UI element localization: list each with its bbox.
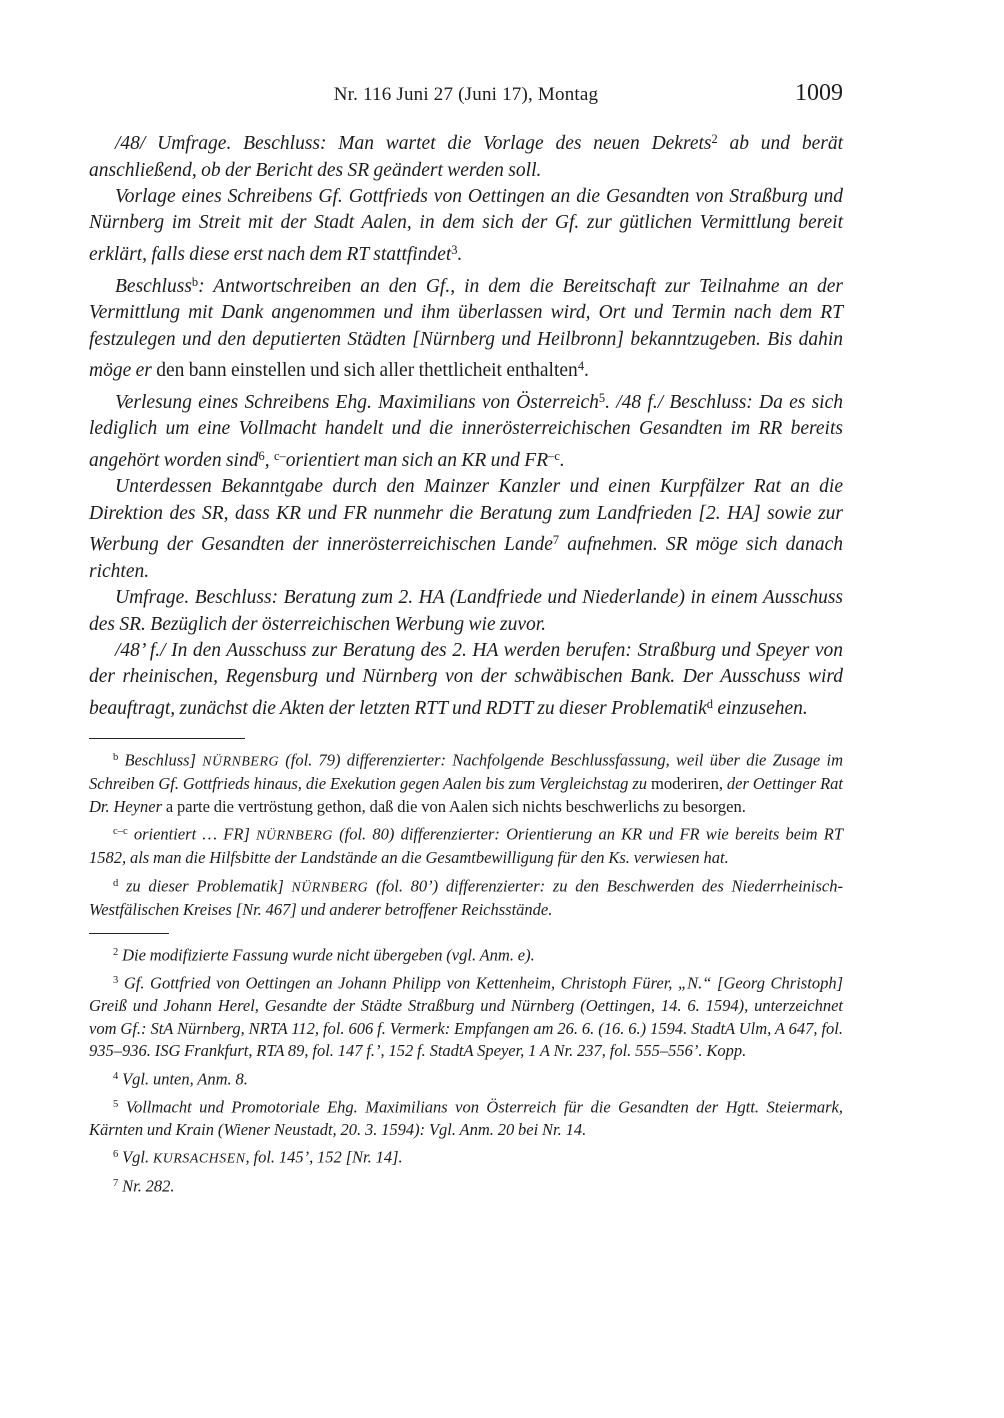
footnote-marker: d xyxy=(113,877,119,889)
text-run: orientiert … FR] xyxy=(127,824,257,844)
text-run: Unterdessen Bekanntgabe durch den Mainzer Kanzler und einen Kurpfälzer Rat an die Direktion des SR, dass KR und FR nunmehr die Beratung zum Landfrieden [2. HA] sowie zur Werbung der Gesandten der innerösterreichischen Lande xyxy=(89,476,843,556)
numbered-footnote xyxy=(89,1066,843,1091)
header-running-title: Nr. 116 Juni 27 (Juni 17), Montag xyxy=(333,84,599,105)
text-run: aufnehmen. SR möge sich danach richten. xyxy=(89,534,844,582)
text-run: Nr. 282. xyxy=(118,1176,175,1196)
numbered-footnote xyxy=(89,1094,843,1141)
footnote-marker: 2 xyxy=(113,947,119,959)
footnote-marker: 4 xyxy=(113,1070,119,1082)
text-run: , xyxy=(264,449,274,471)
text-run: NÜRNBERG xyxy=(202,753,280,769)
numbered-footnote xyxy=(89,970,843,1063)
footnote-marker: 6 xyxy=(258,448,265,463)
footnote-marker: 4 xyxy=(577,358,585,373)
body-text xyxy=(89,126,843,722)
text-run: /48’ f./ In den Ausschuss zur Beratung des 2. HA werden berufen: Straßburg und Speyer von der rheinischen, Regensburg und Nürnberg von der schwäbischen Bank. Der Ausschuss wird beauftragt, zunächst die Akten der letzten RTT und RDTT zu dieser Problematik xyxy=(89,639,843,719)
text-run: einzusehen. xyxy=(712,698,808,719)
footnote-marker: b xyxy=(191,274,199,289)
letter-footnotes xyxy=(89,747,843,921)
footnote-marker: c– xyxy=(273,448,286,463)
text-run: der Oettinger Rat Dr. Heyner xyxy=(89,774,843,816)
text-run: NÜRNBERG xyxy=(291,879,369,895)
numbered-footnotes xyxy=(89,942,843,1198)
text-run: Gf. Gottfried von Oettingen an Johann Philipp von Kettenheim, Christoph Fürer, „N.“ [Georg Christoph] Greiß und Johann Herel, Gesandte der Städte Straßburg und Nürnberg (Oettingen, 14. 6. 1594), unterzeichnet vom Gf.: StA Nürnberg, NRTA 112, fol. 606 f. Vermerk: Empfangen am 26. 6. (16. 6.) 1594. StadtA Ulm, A 647, fol. 935–936. ISG Frankfurt, RTA 89, fol. 147 f.’, 152 f. StadtA Speyer, 1 A Nr. 237, fol. 555–556’. Kopp. xyxy=(89,973,843,1061)
text-run: orientiert man sich an KR und FR xyxy=(285,449,549,471)
footnote-marker: c–c xyxy=(113,826,128,838)
text-run: . /48 f./ Beschluss: Da es sich lediglich um eine Vollmacht handelt und die innerösterreichischen Gesandten im RR bereits angehört worden sind xyxy=(89,391,844,471)
text-run: Vgl. unten, Anm. 8. xyxy=(118,1069,248,1089)
body-paragraph xyxy=(89,474,843,585)
text-run: NÜRNBERG xyxy=(256,827,333,843)
body-paragraph xyxy=(89,269,843,385)
text-run: (fol. 80) differenzierter: Orientierung an KR und FR wie bereits beim RT 1582, als man die Hilfsbitte der Landstände an die Gesamtbewilligung für den Ks. verwiesen hat. xyxy=(89,824,843,868)
running-header xyxy=(89,80,843,114)
text-run: /48/ Umfrage. Beschluss: Man wartet die Vorlage des neuen Dekrets xyxy=(115,133,712,155)
text-run: (fol. 80’) differenzierter: zu den Beschwerden des Niederrheinisch-Westfälischen Kreises [Nr. 467] und anderer betroffener Reichsstände. xyxy=(89,876,843,919)
numbered-footnote xyxy=(89,1173,843,1198)
body-paragraph xyxy=(89,126,843,184)
footnote-marker: 5 xyxy=(598,390,606,405)
text-run: , fol. 145’, 152 [Nr. 14]. xyxy=(245,1147,403,1167)
letter-footnote xyxy=(89,873,843,921)
text-run: Vollmacht und Promotoriale Ehg. Maximilians von Österreich für die Gesandten der Hgtt. Steiermark, Kärnten und Krain (Wiener Neustadt, 20. 3. 1594): Vgl. Anm. 20 bei Nr. 14. xyxy=(89,1096,843,1139)
text-run: Verlesung eines Schreibens Ehg. Maximilians von Österreich xyxy=(115,391,599,413)
letter-footnote xyxy=(89,747,843,818)
footnote-marker: 7 xyxy=(552,533,560,548)
footnote-marker: b xyxy=(113,752,119,764)
text-run: Die modifizierte Fassung wurde nicht übergeben (vgl. Anm. e). xyxy=(118,945,535,965)
text-run: Beschluss xyxy=(115,275,192,297)
text-run: (fol. 79) differenzierter: Nachfolgende Beschlussfassung, weil über die Zusage im Schreiben Gf. Gottfrieds hinaus, die Exekution gegen Aalen bis zum Vergleichstag zu xyxy=(89,750,843,794)
body-paragraph xyxy=(89,184,843,268)
text-run: Umfrage. Beschluss: Beratung zum 2. HA (Landfriede und Niederlande) in einem Ausschuss des SR. Bezüglich der österreichischen Werbung wie zuvor. xyxy=(89,587,843,635)
footnote-marker: d xyxy=(706,696,713,711)
header-page-number: 1009 xyxy=(795,80,843,106)
endnote-separator-rule xyxy=(89,933,169,934)
letter-footnote xyxy=(89,821,843,869)
text-run: ab und berät anschließend, ob der Bericht des SR geändert werden soll. xyxy=(89,133,843,181)
text-run: KURSACHSEN xyxy=(152,1150,246,1166)
footnote-marker: 3 xyxy=(451,242,458,257)
text-run: zu dieser Problematik] xyxy=(118,876,292,896)
numbered-footnote xyxy=(89,1144,843,1170)
text-run: : Antwortschreiben an den Gf., in dem die Bereitschaft zur Teilnahme an der Vermittlung mit Dank angenommen und ihm überlassen wird, Ort und Termin nach dem RT festzulegen und den deputierten Städten [Nürnberg und Heilbronn] bekanntzugeben. Bis dahin möge er xyxy=(89,275,843,382)
footnote-marker: 2 xyxy=(711,132,718,146)
body-paragraph xyxy=(89,638,843,722)
numbered-footnote xyxy=(89,942,843,967)
text-run: moderiren, xyxy=(651,774,723,794)
text-run: . xyxy=(584,360,589,382)
body-paragraph xyxy=(89,585,843,638)
text-run: Beschluss] xyxy=(118,750,203,770)
footnote-marker: –c xyxy=(548,448,560,463)
text-run: Vgl. xyxy=(118,1147,153,1167)
footnote-marker: 7 xyxy=(113,1178,119,1190)
footnote-marker: 6 xyxy=(113,1149,119,1161)
text-run: den bann einstellen und sich aller thettlicheit enthalten xyxy=(156,360,578,382)
body-paragraph xyxy=(89,385,843,475)
text-run: a parte die vertröstung gethon, daß die von Aalen sich nichts beschwerlichs zu besorgen. xyxy=(165,796,746,816)
footnote-separator-rule xyxy=(89,738,245,739)
text-run: . xyxy=(457,244,463,266)
page-content xyxy=(89,80,844,1201)
footnote-marker: 3 xyxy=(113,975,119,987)
text-run: Vorlage eines Schreibens Gf. Gottfrieds von Oettingen an die Gesandten von Straßburg und Nürnberg im Streit mit der Stadt Aalen, in dem sich der Gf. zur gütlichen Vermittlung bereit erklärt, falls diese erst nach dem RT stattfindet xyxy=(89,186,843,266)
text-run: . xyxy=(559,449,565,471)
footnote-marker: 5 xyxy=(113,1098,119,1110)
